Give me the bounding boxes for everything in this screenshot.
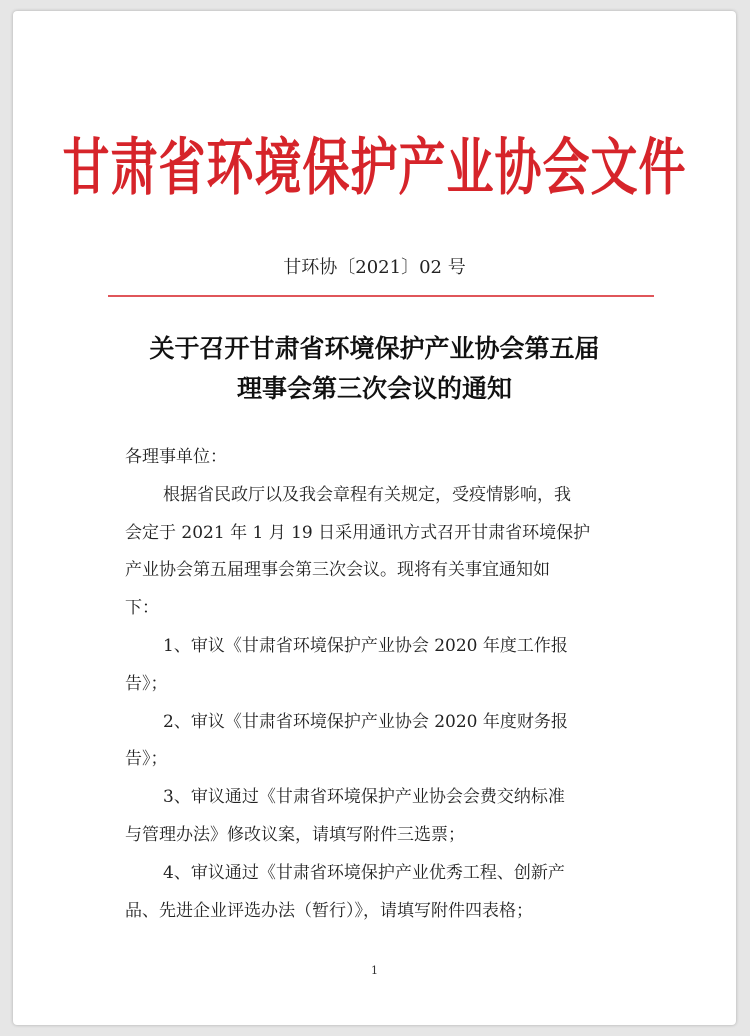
agenda-item-2-cont: 告》； [125,749,168,770]
body-line: 会定于 2021 年 1 月 19 日采用通讯方式召开甘肃省环境保护 [125,522,591,543]
agenda-item-2: 2、审议《甘肃省环境保护产业协会 2020 年度财务报 [163,711,568,732]
notice-title [13,329,736,409]
document-number: 甘环协〔2021〕02 号 [283,257,466,278]
red-header-title: 甘肃省环境保护产业协会文件 [62,132,687,205]
agenda-item-1: 1、审议《甘肃省环境保护产业协会 2020 年度工作报 [163,635,568,656]
body-line: 产业协会第五届理事会第三次会议。现将有关事宜通知如 [125,560,550,581]
red-divider-line [108,295,654,297]
page-number: 1 [371,964,378,977]
agenda-item-4: 4、审议通过《甘肃省环境保护产业优秀工程、创新产 [163,862,565,883]
body-line: 根据省民政厅以及我会章程有关规定，受疫情影响，我 [163,484,571,505]
document-page [13,11,736,1025]
notice-title-line: 关于召开甘肃省环境保护产业协会第五届 [149,334,600,363]
agenda-item-4-cont: 品、先进企业评选办法（暂行）》，请填写附件四表格； [125,900,533,921]
body-line: 下： [125,598,159,619]
notice-title-line: 理事会第三次会议的通知 [236,374,512,403]
agenda-item-1-cont: 告》； [125,673,168,694]
agenda-item-3-cont: 与管理办法》修改议案，请填写附件三选票； [125,824,465,845]
agenda-item-3: 3、审议通过《甘肃省环境保护产业协会会费交纳标准 [163,787,565,808]
notice-body [125,439,625,930]
salutation: 各理事单位： [125,447,227,467]
